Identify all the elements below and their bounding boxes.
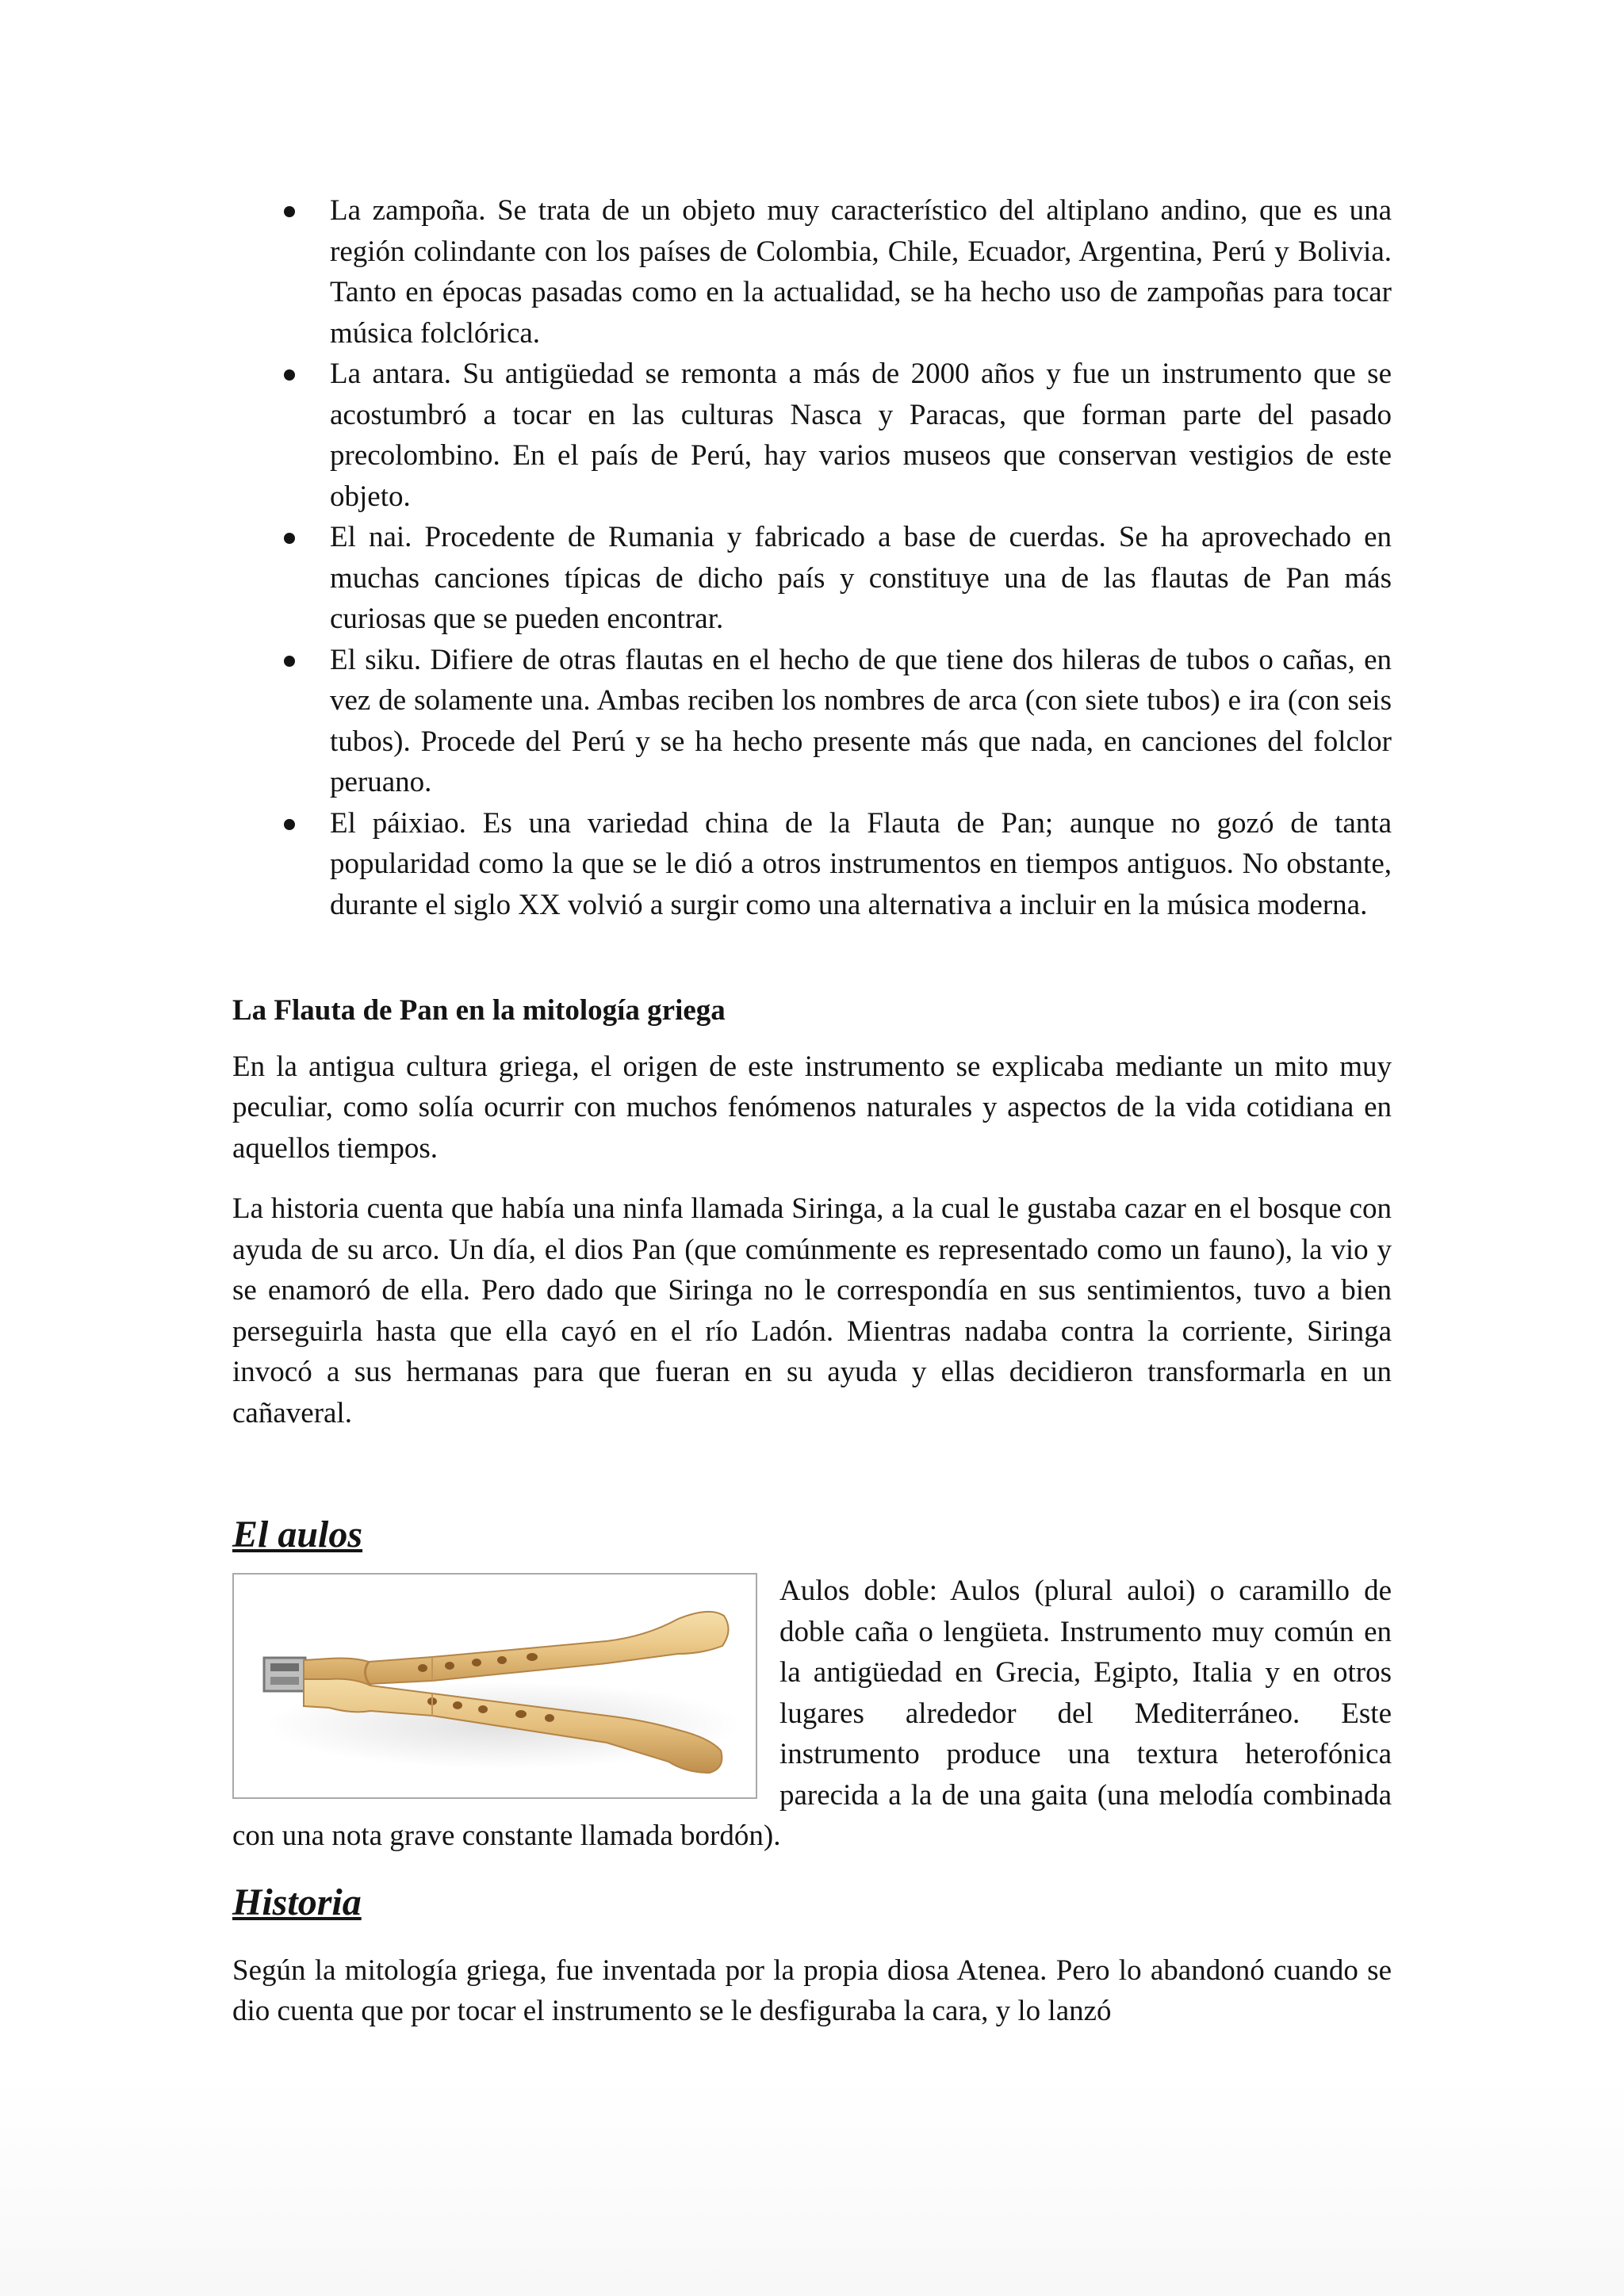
page-bottom-shade [0,2077,1624,2296]
list-item-text: El nai. Procedente de Rumania y fabricado a base de cuerdas. Se ha aprovechado en muchas canciones típicas de dicho país y constituye una de las flautas de Pan más curiosas que se pueden encontrar. [330,521,1392,635]
bullet-icon [284,656,295,667]
list-item [232,190,1392,354]
section-heading-aulos: El aulos [232,1513,363,1556]
section-heading-mitologia: La Flauta de Pan en la mitología griega [232,994,726,1027]
bullet-icon [284,819,295,830]
paragraph-mito-origin: En la antigua cultura griega, el origen de este instrumento se explicaba mediante un mito muy peculiar, como solía ocurrir con muchos fenómenos naturales y aspectos de la vida cotidiana en aquellos tiempos. [232,1050,1392,1165]
list-item-text: El siku. Difiere de otras flautas en el hecho de que tiene dos hileras de tubos o cañas, en vez de solamente una. Ambas reciben los nombres de arca (con siete tubos) e ira (con seis tubos). Procede del Perú y se ha hecho presente más que nada, en canciones del folclor peruano. [330,643,1392,798]
paragraph-siringa-story: La historia cuenta que había una ninfa llamada Siringa, a la cual le gustaba cazar en el bosque con ayuda de su arco. Un día, el dios Pan (que comúnmente es representado como un fauno), la vio y se enamoró de ella. Pero dado que Siringa no le correspondía en sus sentimientos, tuvo a bien perseguirla hasta que ella cayó en el río Ladón. Mientras nadaba contra la corriente, Siringa invocó a sus hermanas para que fueran en su ayuda y ellas decidieron transformarla en un cañaveral. [232,1192,1392,1429]
flute-types-list [232,190,1392,925]
page-content [232,190,1392,2032]
double-aulos-flute-image [232,1573,757,1799]
list-item [232,517,1392,640]
section-heading-historia: Historia [232,1881,362,1923]
list-item-text: La antara. Su antigüedad se remonta a más de 2000 años y fue un instrumento que se acostumbró a tocar en las culturas Nasca y Paracas, que forman parte del pasado precolombino. En el país de Perú, hay varios museos que conservan vestigios de este objeto. [330,358,1392,513]
list-item-text: La zampoña. Se trata de un objeto muy característico del altiplano andino, que es una región colindante con los países de Colombia, Chile, Ecuador, Argentina, Perú y Bolivia. Tanto en épocas pasadas como en la actualidad, se ha hecho uso de zampoñas para tocar música folclórica. [330,194,1392,350]
list-item-text: El páixiao. Es una variedad china de la Flauta de Pan; aunque no gozó de tanta popularidad como la que se le dió a otros instrumentos en tiempos antiguos. No obstante, durante el siglo XX volvió a surgir como una alternativa a incluir en la música moderna. [330,806,1392,921]
bullet-icon [284,533,295,544]
bullet-icon [284,369,295,381]
aulos-illustration [234,1575,756,1797]
list-item [232,354,1392,517]
aulos-figure-block [232,1571,1392,1857]
list-item [232,803,1392,926]
aulos-description: Aulos doble: Aulos (plural auloi) o caramillo de doble caña o lengüeta. Instrumento muy común en la antigüedad en Grecia, Egipto, Italia y en otros lugares alrededor del Mediterráneo. Este instrumento produce una textura heterofónica parecida a la de una gaita (una melodía combinada con una nota grave constante llamada bordón). [232,1575,1392,1852]
paragraph-historia: Según la mitología griega, fue inventada por la propia diosa Atenea. Pero lo abandonó cuando se dio cuenta que por tocar el instrumento se le desfiguraba la cara, y lo lanzó [232,1954,1392,2027]
bullet-icon [284,206,295,217]
list-item [232,640,1392,803]
